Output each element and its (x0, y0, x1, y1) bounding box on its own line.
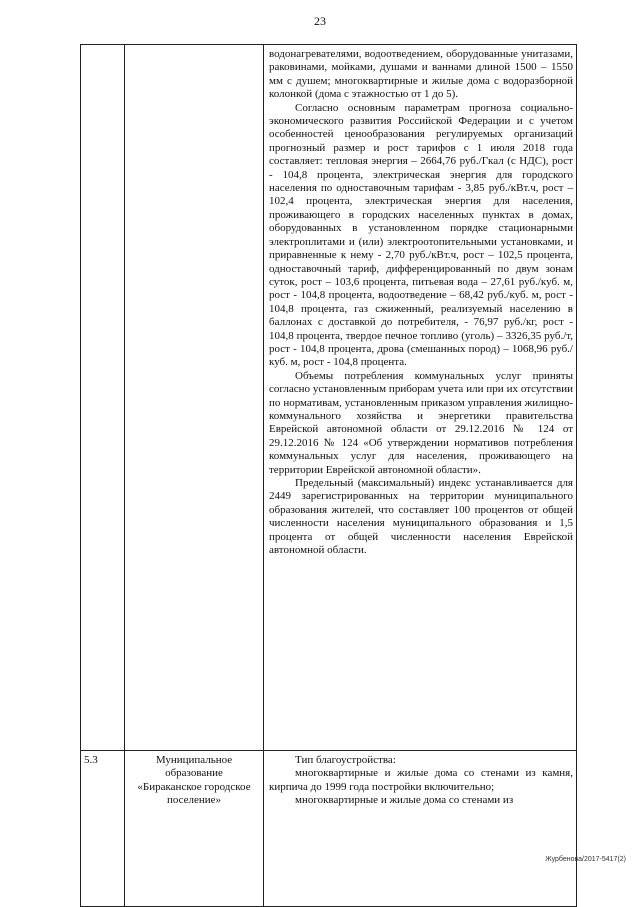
municipality-name (125, 751, 264, 907)
paragraph-continuation: водонагревателями, водоотведением, оборудованные унитазами, раковинами, мойками, душами и ваннами длиной 1500 – 1550 мм с душем; многоквартирные и жилые дома с водоразборной колонкой (дома с этажностью от 1 до 5). (269, 48, 573, 101)
paragraph-consumption: Объемы потребления коммунальных услуг приняты согласно установленным приборам учета или при их отсутствии по нормативам, установленным приказом управления жилищно-коммунального хозяйства и энергетики правительства Еврейской автономной области от 29.12.2016 № 124 от 29.12.2016 № 124 «Об утверждении нормативов потребления коммунальных услуг для населения, проживающего на территории Еврейской автономной области». (269, 369, 573, 476)
tariff-table (80, 44, 577, 907)
municipality-name-line: «Бираканское городское (137, 780, 251, 793)
municipality-name-line: Муниципальное (155, 754, 233, 766)
footer-stamp: Журбенова/2017-5417(2) (545, 856, 626, 863)
paragraph-index: Предельный (максимальный) индекс устанавливается для 2449 зарегистрированных на территории муниципального образования жителей, что составляет 100 процентов от общей численности населения муниципального образования и 1,5 процента от общей численности населения Еврейской автономной области. (269, 477, 573, 557)
paragraph-type: Тип благоустройства: (295, 754, 396, 766)
description-cell (264, 45, 577, 751)
table-row-5-3 (81, 751, 577, 907)
paragraph-tariffs: Согласно основным параметрам прогноза социально-экономического развития Российской Федерации и с учетом особенностей ценообразования регулируемых организаций прогнозный размер и рост тарифов с 1 июля 2018 года составляет: тепловая энергия – 2664,76 руб./Гкал (с НДС), рост - 104,8 процента, электрическая энергия для городского населения по одноставочным тарифам - 3,85 руб./кВт.ч, рост – 102,4 процента, электрическая энергия для населения, проживающего в городских населенных пунктах в домах, оборудованных в установленном порядке стационарными электроплитами и (или) электроотопительными установками, и приравненные к нему - 2,70 руб./кВт.ч, рост – 102,5 процента, одноставочный тариф, дифференцированный по двум зонам суток, рост – 103,6 процента, питьевая вода – 27,61 руб./куб. м, рост - 104,8 процента, водоотведение – 68,42 руб./куб. м, рост - 104,8 процента, газ сжиженный, реализуемый населению в баллонах с доставкой до потребителя, - 76,97 руб./кг, рост - 104,8 процента, твердое печное топливо (уголь) – 3326,35 руб./т, рост - 104,8 процента, дрова (смешанных пород) – 1068,96 руб./куб. м, рост - 104,8 процента. (269, 101, 573, 369)
row-number-cell-empty (81, 45, 125, 751)
paragraph-walls: многоквартирные и жилые дома со стенами из (295, 794, 514, 807)
municipality-cell-empty (125, 45, 264, 751)
row-number: 5.3 (81, 751, 125, 907)
description-cell (264, 751, 577, 907)
municipality-name-line: образование (165, 767, 223, 780)
page-number: 23 (314, 14, 326, 28)
table-row-continued (81, 45, 577, 751)
paragraph-stone-brick: многоквартирные и жилые дома со стенами из камня, кирпича до 1999 года постройки включительно; (269, 767, 573, 793)
municipality-name-line: поселение» (166, 794, 222, 807)
